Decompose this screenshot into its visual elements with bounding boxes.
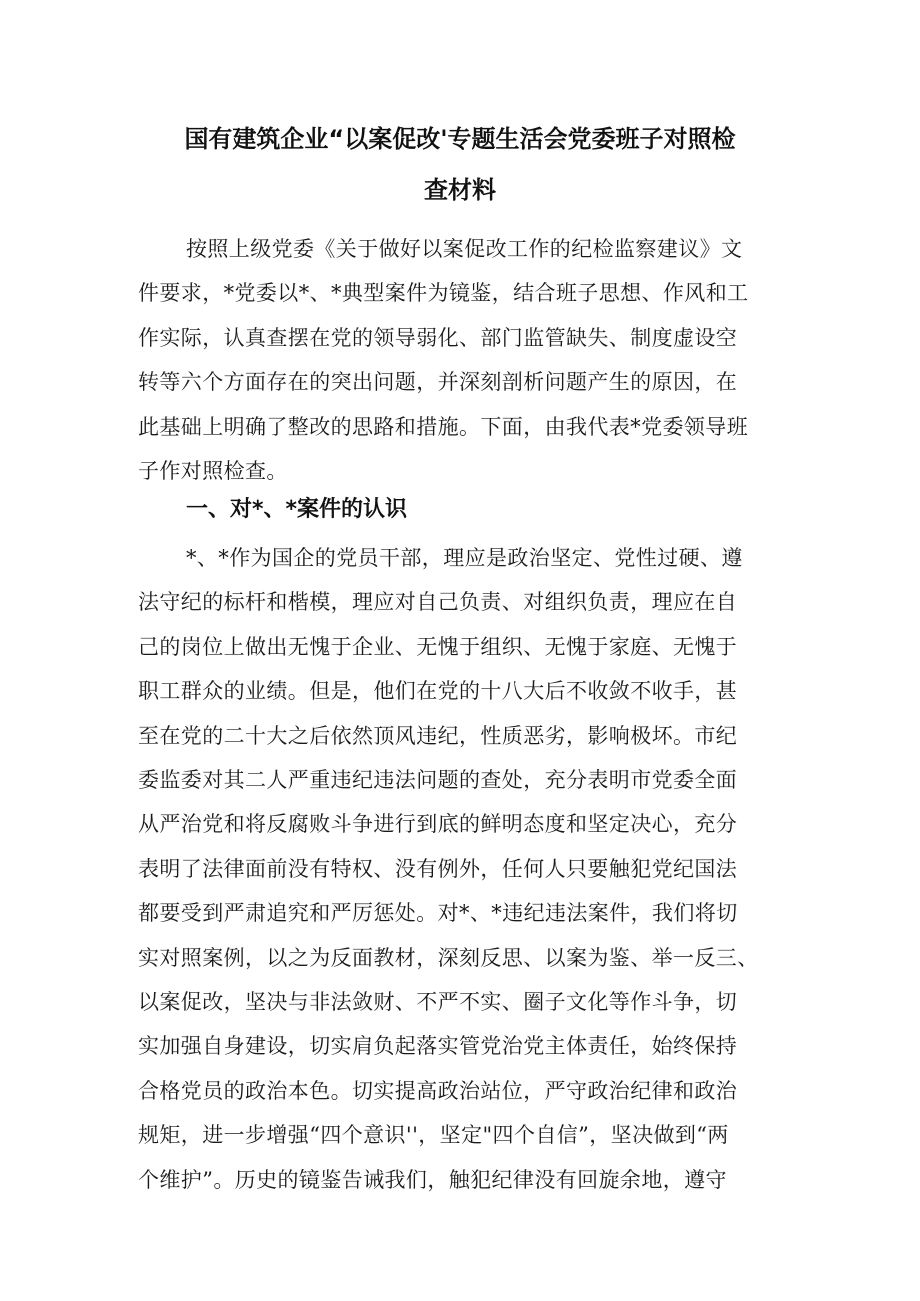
intro-paragraph [138, 227, 798, 493]
paragraph-line: 合格党员的政治本色。切实提高政治站位，严守政治纪律和政治 [138, 1078, 738, 1103]
paragraph-line: 此基础上明确了整改的思路和措施。下面，由我代表*党委领导班 [138, 414, 749, 439]
paragraph-line: 从严治党和将反腐败斗争进行到底的鲜明态度和坚定决心，充分 [138, 812, 738, 837]
paragraph-line: 实对照案例，以之为反面教材，深刻反思、以案为鉴、举一反三、 [138, 945, 759, 970]
paragraph-line: 件要求，*党委以*、*典型案件为镜鉴，结合班子思想、作风和工 [138, 281, 749, 306]
document-title-line-2: 查材料 [424, 176, 496, 204]
section-1-paragraph [138, 536, 798, 1202]
paragraph-line: *、*作为国企的党员干部，理应是政治坚定、党性过硬、遵 [186, 546, 743, 570]
paragraph-line: 表明了法律面前没有特权、没有例外，任何人只要触犯党纪国法 [138, 856, 738, 881]
paragraph-line: 按照上级党委《关于做好以案促改工作的纪检监察建议》文 [186, 237, 743, 261]
paragraph-line: 作实际，认真查摆在党的领导弱化、部门监管缺失、制度虚设空 [138, 325, 738, 350]
document-title-line-1: 国有建筑企业“以案促改'专题生活会党委班子对照检 [184, 125, 736, 153]
paragraph-line: 职工群众的业绩。但是，他们在党的十八大后不收敛不收手，甚 [138, 679, 738, 704]
paragraph-line: 转等六个方面存在的突出问题，并深刻剖析问题产生的原因，在 [138, 370, 738, 395]
paragraph-line: 法守纪的标杆和楷模，理应对自己负责、对组织负责，理应在自 [138, 590, 738, 615]
paragraph-line: 个维护”。历史的镜鉴告诫我们，触犯纪律没有回旋余地，遵守 [138, 1167, 727, 1192]
paragraph-line: 以案促改，坚决与非法敛财、不严不实、圈子文化等作斗争，切 [138, 990, 738, 1015]
paragraph-line: 实加强自身建设，切实肩负起落实管党治党主体责任，始终保持 [138, 1034, 738, 1059]
paragraph-line: 子作对照检查。 [138, 459, 288, 484]
paragraph-line: 规矩，进一步增强“四个意识''，坚定"四个自信”，坚决做到“两 [138, 1123, 729, 1148]
paragraph-line: 委监委对其二人严重违纪违法问题的查处，充分表明市党委全面 [138, 768, 738, 793]
paragraph-line: 至在党的二十大之后依然顶风违纪，性质恶劣，影响极坏。市纪 [138, 723, 738, 748]
section-heading-1: 一、对*、*案件的认识 [186, 497, 408, 522]
paragraph-line: 都要受到严肃追究和严厉惩处。对*、*违纪违法案件，我们将切 [138, 901, 738, 926]
paragraph-line: 己的岗位上做出无愧于企业、无愧于组织、无愧于家庭、无愧于 [138, 634, 738, 659]
